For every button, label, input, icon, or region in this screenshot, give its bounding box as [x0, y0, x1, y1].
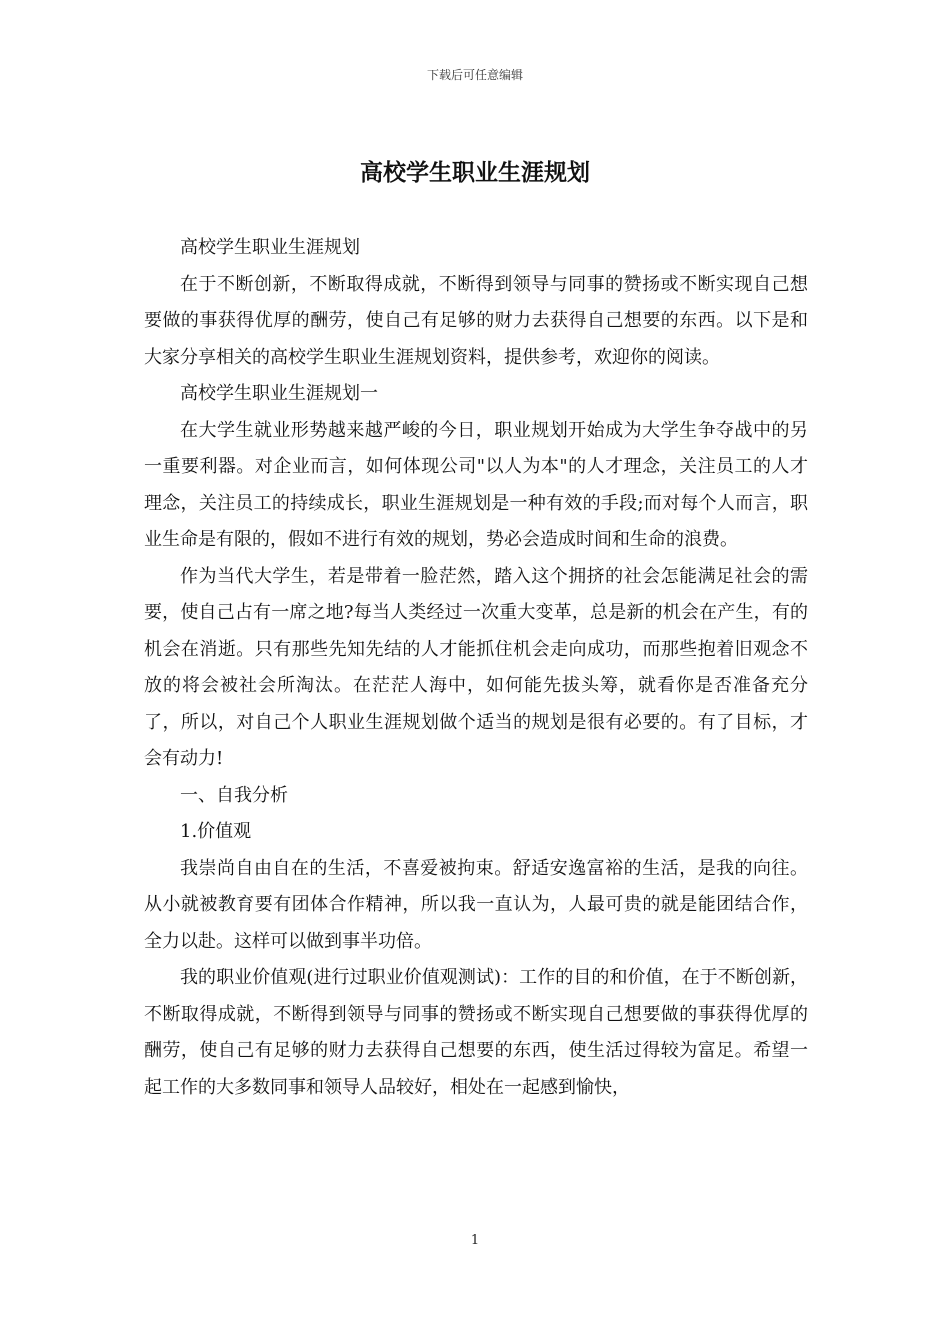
document-title: 高校学生职业生涯规划 [360, 159, 590, 186]
header-note: 下载后可任意编辑 [426, 68, 523, 82]
document-body [144, 230, 808, 1106]
paragraph: 作为当代大学生，若是带着一脸茫然，踏入这个拥挤的社会怎能满足社会的需要，使自己占有一席之地?每当人类经过一次重大变革，总是新的机会在产生，有的机会在消逝。只有那些先知先结的人才能抓住机会走向成功，而那些抱着旧观念不放的将会被社会所淘汰。在茫茫人海中，如何能先拔头筹，就看你是否准备充分了，所以，对自己个人职业生涯规划做个适当的规划是很有必要的。有了目标，才会有动力! [144, 565, 808, 769]
subsection-heading: 1.价值观 [180, 821, 252, 842]
paragraph: 我的职业价值观(进行过职业价值观测试)：工作的目的和价值，在于不断创新，不断取得成就，不断得到领导与同事的赞扬或不断实现自己想要做的事获得优厚的酬劳，使自己有足够的财力去获得自己想要的东西，使生活过得较为富足。希望一起工作的大多数同事和领导人品较好，相处在一起感到愉快， [144, 967, 808, 1098]
section-heading: 一、自我分析 [180, 784, 288, 806]
paragraph: 高校学生职业生涯规划一 [180, 383, 378, 404]
paragraph: 在大学生就业形势越来越严峻的今日，职业规划开始成为大学生争夺战中的另一重要利器。对企业而言，如何体现公司"以人为本"的人才理念，关注员工的人才理念，关注员工的持续成长，职业生涯规划是一种有效的手段;而对每个人而言，职业生命是有限的，假如不进行有效的规划，势必会造成时间和生命的浪费。 [144, 419, 808, 550]
page-number: 1 [470, 1233, 480, 1248]
paragraph: 高校学生职业生涯规划 [180, 237, 360, 258]
paragraph: 在于不断创新，不断取得成就，不断得到领导与同事的赞扬或不断实现自己想要做的事获得优厚的酬劳，使自己有足够的财力去获得自己想要的东西。以下是和大家分享相关的高校学生职业生涯规划资料，提供参考，欢迎你的阅读。 [144, 273, 808, 368]
paragraph: 我崇尚自由自在的生活，不喜爱被拘束。舒适安逸富裕的生活，是我的向往。从小就被教育要有团体合作精神，所以我一直认为，人最可贵的就是能团结合作，全力以赴。这样可以做到事半功倍。 [144, 857, 808, 952]
